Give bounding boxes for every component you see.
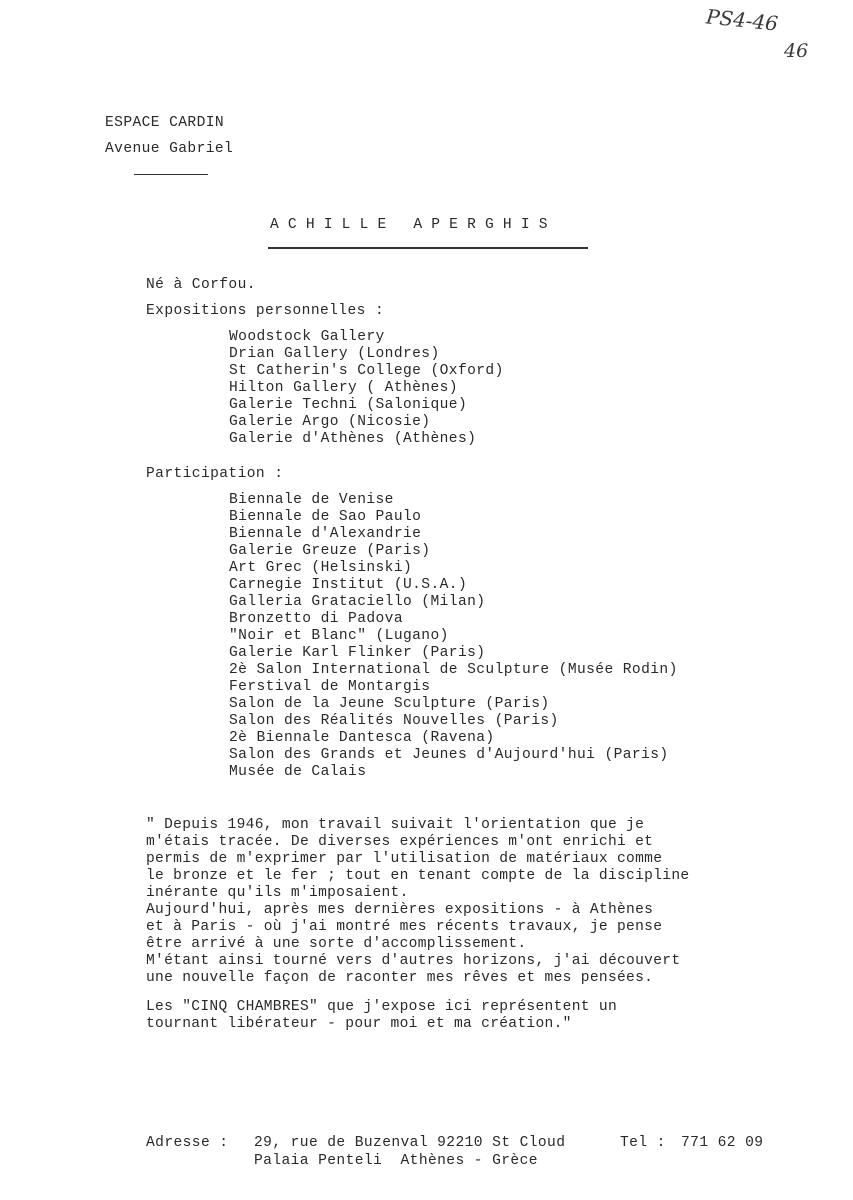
participation-list [229,492,678,781]
list-item: Galerie Argo (Nicosie) [229,414,431,430]
title-underline [268,247,588,249]
statement-line: " Depuis 1946, mon travail suivait l'orientation que je [146,817,645,833]
statement-line: Aujourd'hui, après mes dernières expositions - à Athènes [146,902,654,918]
phone-label: Tel : [620,1135,666,1151]
list-item: Drian Gallery (Londres) [229,346,440,362]
statement-line: inérante qu'ils m'imposaient. [146,885,409,901]
statement-line: tournant libérateur - pour moi et ma création." [146,1016,572,1032]
list-item: Biennale d'Alexandrie [229,526,422,542]
venue-name: ESPACE CARDIN [105,115,225,131]
list-item: Carnegie Institut (U.S.A.) [229,577,468,593]
list-item: Hilton Gallery ( Athènes) [229,380,458,396]
list-item: Galerie Greuze (Paris) [229,543,431,559]
artist-statement [146,817,689,987]
statement-line: le bronze et le fer ; tout en tenant compte de la discipline [146,868,690,884]
phone-number: 771 62 09 [681,1135,764,1151]
archive-reference: PS4-46 [704,4,780,36]
list-item: Art Grec (Helsinski) [229,560,413,576]
list-item: Ferstival de Montargis [229,679,431,695]
list-item: Galerie d'Athènes (Athènes) [229,431,477,447]
page-number: 46 [784,40,809,62]
list-item: Musée de Calais [229,764,367,780]
list-item: Biennale de Sao Paulo [229,509,422,525]
list-item: Galerie Karl Flinker (Paris) [229,645,486,661]
list-item: Salon de la Jeune Sculpture (Paris) [229,696,550,712]
statement-conclusion [146,999,617,1033]
solo-exhibitions-list [229,329,504,448]
list-item: Biennale de Venise [229,492,394,508]
list-item: 2è Biennale Dantesca (Ravena) [229,730,495,746]
statement-line: Les "CINQ CHAMBRES" que j'expose ici représentent un [146,999,617,1015]
statement-line: permis de m'exprimer par l'utilisation de matériaux comme [146,851,663,867]
list-item: Salon des Grands et Jeunes d'Aujourd'hui (Paris) [229,747,669,763]
list-item: "Noir et Blanc" (Lugano) [229,628,449,644]
address-line-2: Palaia Penteli Athènes - Grèce [254,1153,538,1169]
header-divider [134,174,208,175]
list-item: Woodstock Gallery [229,329,385,345]
list-item: Salon des Réalités Nouvelles (Paris) [229,713,559,729]
artist-name: A C H I L L E A P E R G H I S [270,217,548,233]
address-line-1: 29, rue de Buzenval 92210 St Cloud [254,1135,566,1151]
statement-line: m'étais tracée. De diverses expériences m'ont enrichi et [146,834,654,850]
statement-line: M'étant ainsi tourné vers d'autres horizons, j'ai découvert [146,953,681,969]
solo-exhibitions-label: Expositions personnelles : [146,303,385,319]
venue-street: Avenue Gabriel [105,141,234,157]
list-item: Galleria Grataciello (Milan) [229,594,486,610]
list-item: 2è Salon International de Sculpture (Musée Rodin) [229,662,678,678]
address-label: Adresse : [146,1135,229,1151]
statement-line: être arrivé à une sorte d'accomplissement. [146,936,527,952]
participation-label: Participation : [146,466,284,482]
statement-line: une nouvelle façon de raconter mes rêves et mes pensées. [146,970,654,986]
statement-line: et à Paris - où j'ai montré mes récents travaux, je pense [146,919,663,935]
list-item: St Catherin's College (Oxford) [229,363,504,379]
list-item: Bronzetto di Padova [229,611,403,627]
birthplace: Né à Corfou. [146,277,256,293]
list-item: Galerie Techni (Salonique) [229,397,468,413]
